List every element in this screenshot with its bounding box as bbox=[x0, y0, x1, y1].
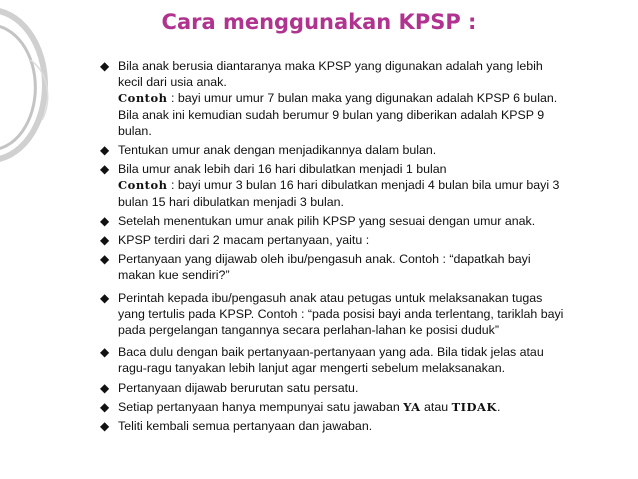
item-line: ragu-ragu tanyakan lebih lanjut agar mengerti sebelum melaksanakan. bbox=[118, 361, 506, 376]
item-line: Bila umur anak lebih dari 16 hari dibulatkan menjadi 1 bulan bbox=[118, 162, 447, 177]
example-keyword: Contoh bbox=[118, 91, 168, 106]
bullet-icon: ◆ bbox=[100, 59, 110, 73]
list-item bbox=[100, 213, 613, 229]
item-line: Setelah menentukan umur anak pilih KPSP yang sesuai dengan umur anak. bbox=[118, 213, 536, 228]
list-item bbox=[100, 232, 613, 248]
item-line: Pertanyaan yang dijawab oleh ibu/pengasuh anak. Contoh : “dapatkah bayi bbox=[118, 252, 531, 267]
item-text: atau bbox=[420, 399, 452, 414]
item-line: Bila anak berusia diantaranya maka KPSP yang digunakan adalah yang lebih bbox=[118, 59, 543, 73]
list-item bbox=[100, 380, 613, 396]
bullet-icon: ◆ bbox=[100, 419, 110, 434]
list-item bbox=[100, 58, 613, 139]
list-item bbox=[100, 290, 613, 339]
example-keyword: Contoh bbox=[118, 178, 168, 193]
list-item bbox=[100, 251, 613, 283]
item-text: Setiap pertanyaan hanya mempunyai satu jawaban bbox=[118, 399, 404, 414]
bullet-icon: ◆ bbox=[100, 290, 110, 305]
example-line: Bila anak ini kemudian sudah berumur 9 bulan yang diberikan adalah KPSP 9 bbox=[118, 107, 545, 122]
item-line: Baca dulu dengan baik pertanyaan-pertanyaan yang ada. Bila tidak jelas atau bbox=[118, 345, 544, 360]
item-line: Perintah kepada ibu/pengasuh anak atau petugas untuk melaksanakan tugas bbox=[118, 290, 543, 305]
slide-title: Cara menggunakan KPSP : bbox=[161, 10, 477, 34]
answer-tidak: TIDAK bbox=[451, 399, 497, 414]
bullet-icon: ◆ bbox=[100, 143, 110, 158]
item-line: pada pergelangan tangannya secara perlahan-lahan ke posisi duduk” bbox=[118, 323, 499, 338]
item-line: Tentukan umur anak dengan menjadikannya dalam bulan. bbox=[118, 143, 437, 158]
item-line: KPSP terdiri dari 2 macam pertanyaan, yaitu : bbox=[118, 233, 370, 248]
item-text: . bbox=[496, 399, 501, 414]
example-line bbox=[118, 90, 613, 106]
bullet-icon: ◆ bbox=[100, 162, 110, 177]
item-line: Pertanyaan dijawab berurutan satu persatu. bbox=[118, 380, 359, 395]
item-line bbox=[118, 399, 613, 415]
example-line: bulan 15 hari dibulatkan menjadi 3 bulan. bbox=[118, 194, 344, 209]
bullet-icon: ◆ bbox=[100, 233, 110, 248]
example-text: : bayi umur 3 bulan 16 hari dibulatkan menjadi 4 bulan bila umur bayi 3 bbox=[167, 178, 560, 193]
instruction-list bbox=[100, 58, 613, 437]
item-line: kecil dari usia anak. bbox=[118, 75, 227, 90]
bullet-icon: ◆ bbox=[100, 345, 110, 360]
example-text: : bayi umur umur 7 bulan maka yang digunakan adalah KPSP 6 bulan. bbox=[167, 91, 558, 106]
item-line: makan kue sendiri?” bbox=[118, 268, 230, 283]
bullet-icon: ◆ bbox=[100, 380, 110, 395]
bullet-icon: ◆ bbox=[100, 213, 110, 228]
item-line: yang tertulis pada KPSP. Contoh : “pada posisi bayi anda terlentang, tariklah bayi bbox=[118, 306, 564, 321]
list-item bbox=[100, 344, 613, 376]
example-line: bulan. bbox=[118, 123, 152, 138]
item-line: Teliti kembali semua pertanyaan dan jawaban. bbox=[118, 419, 373, 434]
bullet-icon: ◆ bbox=[100, 252, 110, 267]
list-item bbox=[100, 399, 613, 415]
list-item bbox=[100, 418, 613, 434]
example-line bbox=[118, 177, 613, 193]
bullet-icon: ◆ bbox=[100, 399, 110, 414]
list-item bbox=[100, 142, 613, 158]
list-item bbox=[100, 161, 613, 210]
answer-ya: YA bbox=[403, 399, 421, 414]
